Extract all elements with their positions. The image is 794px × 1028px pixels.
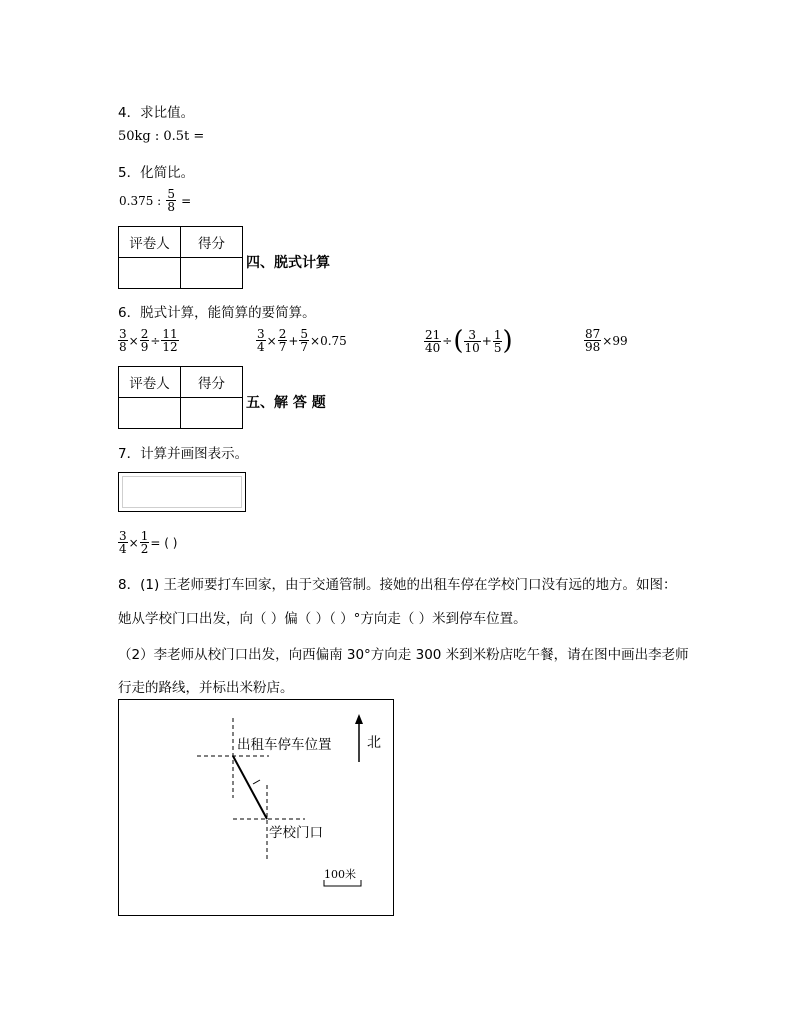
q5-lead: 0.375 : xyxy=(119,193,162,208)
q4-expression: 50kg : 0.5t = xyxy=(118,129,205,144)
school-label: 学校门口 xyxy=(269,825,323,841)
score-cell-grader[interactable] xyxy=(119,258,181,289)
score-header-score: 得分 xyxy=(181,227,243,258)
q8-line-2: 她从学校门口出发，向（ ）偏（ ）（ ）°方向走（ ）米到停车位置。 xyxy=(118,611,527,627)
q5-fraction: $\frac{5}{8}$ xyxy=(167,187,175,214)
route-line xyxy=(233,756,267,819)
q5-tail: = xyxy=(181,193,192,208)
q8-line-3: （2）李老师从校门口出发，向西偏南 30°方向走 300 米到米粉店吃午餐，请在图中画出李老师 xyxy=(118,647,689,663)
score-cell-score[interactable] xyxy=(181,398,243,429)
q6-expr-3: $\frac{21}{40}$ ÷( $\frac{3}{10}$ + $\frac{1}{5}$ ) xyxy=(425,326,513,356)
route-tick xyxy=(253,780,260,784)
north-arrow-icon xyxy=(355,714,363,724)
q8-line-1: 8．(1) 王老师要打车回家，由于交通管制。接她的出租车停在学校门口没有远的地方。如图： xyxy=(118,577,677,593)
q5-title: 5．化简比。 xyxy=(118,165,195,181)
q6-expr-4: $\frac{87}{98}$ ×99 xyxy=(585,327,628,354)
q5-expression xyxy=(118,188,192,213)
score-header-grader: 评卷人 xyxy=(119,227,181,258)
score-header-grader: 评卷人 xyxy=(119,367,181,398)
score-header-score: 得分 xyxy=(181,367,243,398)
q8-line-4: 行走的路线，并标出米粉店。 xyxy=(118,680,294,696)
q6-title: 6．脱式计算，能简算的要简算。 xyxy=(118,305,316,321)
north-label: 北 xyxy=(367,735,381,751)
direction-map[interactable] xyxy=(118,699,394,916)
section4-title: 四、脱式计算 xyxy=(246,255,330,271)
taxi-label: 出租车停车位置 xyxy=(237,737,332,753)
q6-expr-2: $\frac{3}{4}$ × $\frac{2}{7}$ + $\frac{5}{7}$ ×0.75 xyxy=(257,327,347,354)
q7-drawing-rectangle[interactable] xyxy=(118,472,246,512)
score-table-1 xyxy=(118,226,243,289)
score-table-2 xyxy=(118,366,243,429)
q6-expr-1: $\frac{3}{8}$ × $\frac{2}{9}$ ÷ $\frac{11}{12}$ xyxy=(119,327,178,354)
q7-title: 7．计算并画图表示。 xyxy=(118,446,249,462)
scale-label: 100米 xyxy=(324,868,356,881)
q7-expression: $\frac{3}{4}$ × $\frac{1}{2}$ = ( ) xyxy=(119,529,178,556)
q4-title: 4．求比值。 xyxy=(118,105,195,121)
section5-title: 五、解 答 题 xyxy=(246,395,326,411)
score-cell-grader[interactable] xyxy=(119,398,181,429)
score-cell-score[interactable] xyxy=(181,258,243,289)
